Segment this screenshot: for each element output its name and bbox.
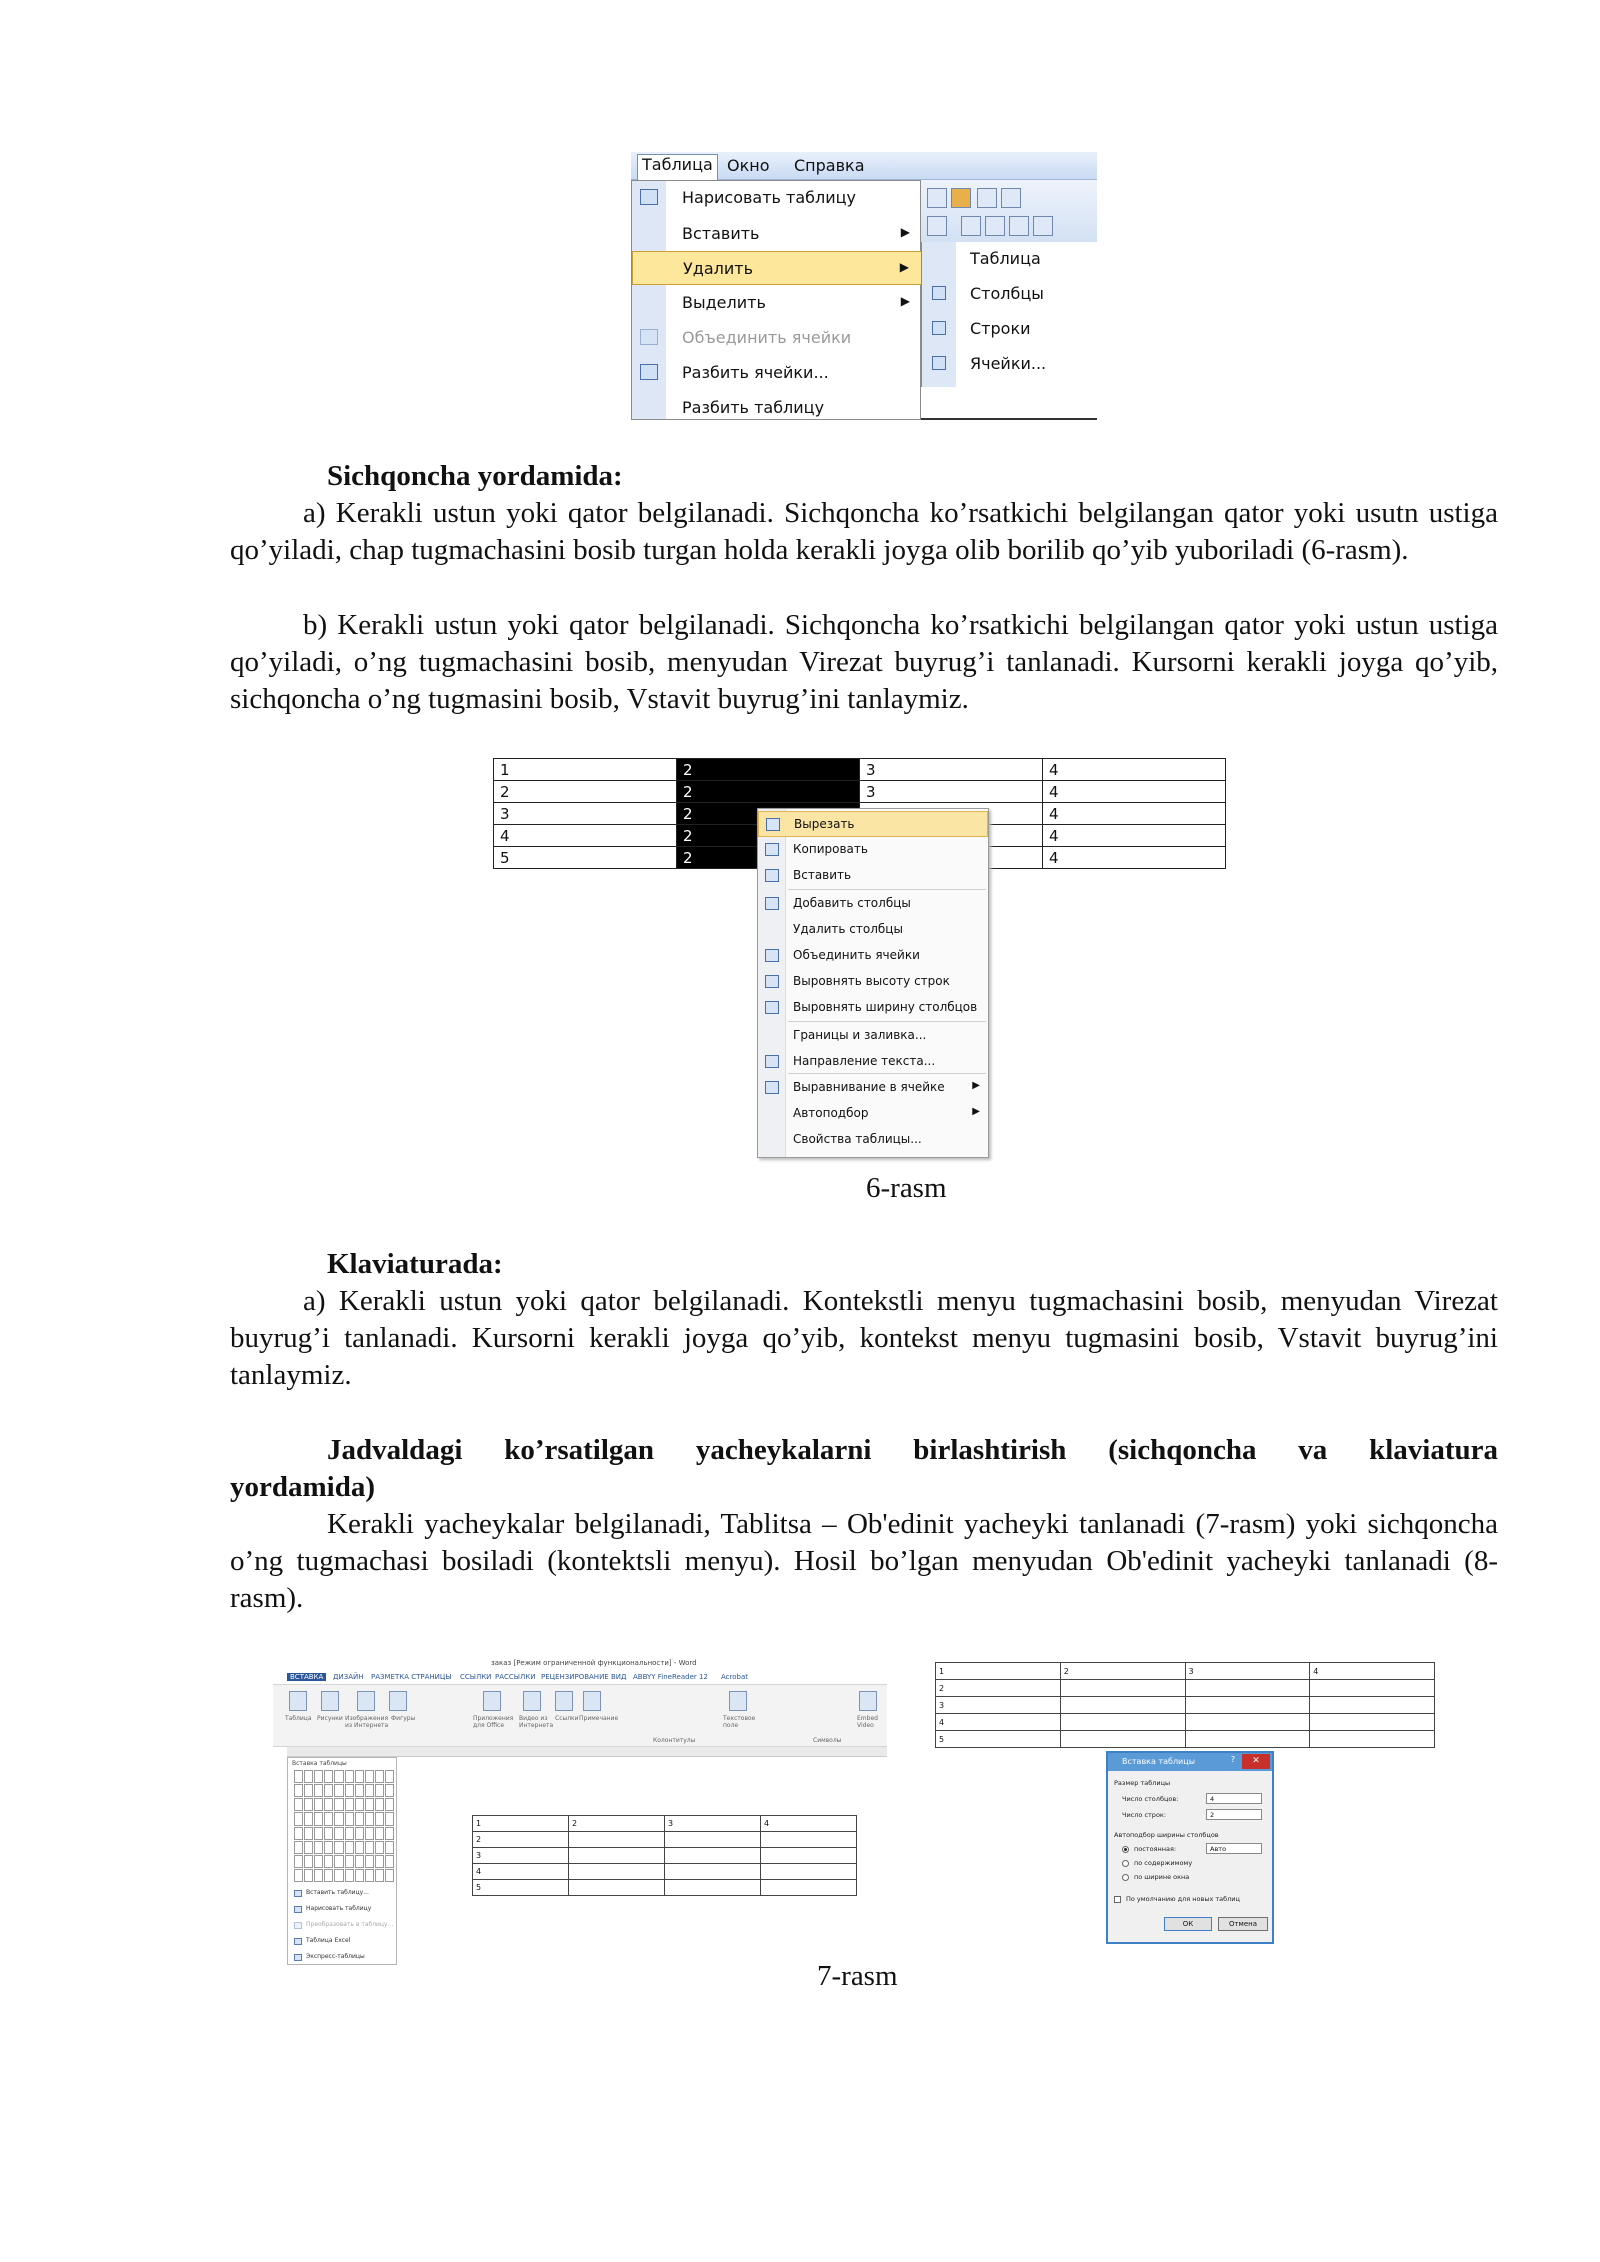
grid-cell[interactable] bbox=[365, 1784, 374, 1797]
tab-review[interactable]: РЕЦЕНЗИРОВАНИЕ bbox=[541, 1673, 609, 1681]
tab-references[interactable]: ССЫЛКИ bbox=[460, 1673, 492, 1681]
grid-cell[interactable] bbox=[304, 1784, 313, 1797]
menu-item-merge-cells[interactable]: Объединить ячейки bbox=[632, 321, 922, 355]
grid-cell[interactable] bbox=[334, 1770, 343, 1783]
grid-cell[interactable] bbox=[304, 1869, 313, 1882]
text-direction-icon bbox=[765, 1055, 779, 1068]
table-cell[interactable]: 2 bbox=[677, 825, 860, 847]
grid-cell[interactable] bbox=[375, 1770, 384, 1783]
section-heading-merge: Jadvaldagi ko’rsatilgan yacheykalarni birlashtirish (sichqoncha va klaviatura bbox=[327, 1434, 1498, 1466]
office-apps-icon[interactable] bbox=[483, 1691, 501, 1711]
grid-cell[interactable] bbox=[314, 1812, 323, 1825]
table-cell[interactable]: 5 bbox=[494, 847, 677, 869]
table-cell[interactable] bbox=[1060, 1731, 1185, 1748]
figure-7-caption: 7-rasm bbox=[817, 1960, 898, 1992]
paragraph-merge: Kerakli yacheykalar belgilanadi, Tablitsa – Ob'edinit yacheyki tanlanadi (7-rasm) yoki sichqoncha o’ng tugmachasi bosiladi (kontektsli menyu). Hosil bo’lgan menyudan Ob'edinit yacheyki tanlanadi (8-rasm). bbox=[230, 1508, 1498, 1614]
grid-cell[interactable] bbox=[304, 1855, 313, 1868]
table-row bbox=[936, 1697, 1435, 1714]
context-item-label: Объединить ячейки bbox=[793, 948, 920, 962]
grid-cell[interactable] bbox=[385, 1827, 394, 1840]
delete-rows-icon bbox=[932, 321, 946, 335]
grid-cell[interactable] bbox=[385, 1770, 394, 1783]
columns-spinner[interactable]: 4 bbox=[1206, 1793, 1262, 1804]
submenu-arrow-icon: ▶ bbox=[900, 294, 910, 308]
grid-cell[interactable] bbox=[324, 1770, 333, 1783]
table-cell[interactable]: 3 bbox=[473, 1848, 569, 1864]
grid-cell[interactable] bbox=[334, 1827, 343, 1840]
table-row bbox=[473, 1816, 857, 1832]
table-dropdown bbox=[631, 180, 921, 420]
option-insert-table[interactable]: Вставить таблицу... bbox=[306, 1889, 369, 1896]
menu-table[interactable]: Таблица bbox=[637, 154, 718, 180]
table-cell[interactable] bbox=[1310, 1697, 1435, 1714]
table-cell[interactable] bbox=[569, 1880, 665, 1896]
radio-autofit-contents[interactable] bbox=[1122, 1860, 1129, 1867]
table-cell[interactable]: 2 bbox=[677, 847, 860, 869]
table-cell[interactable] bbox=[1185, 1697, 1310, 1714]
menu-bar bbox=[631, 152, 1097, 180]
grid-cell[interactable] bbox=[324, 1855, 333, 1868]
tab-design[interactable]: ДИЗАЙН bbox=[333, 1673, 364, 1681]
cancel-button[interactable]: Отмена bbox=[1218, 1917, 1268, 1931]
table-size-grid[interactable] bbox=[294, 1770, 394, 1882]
table-cell[interactable]: 1 bbox=[473, 1816, 569, 1832]
grid-cell[interactable] bbox=[334, 1841, 343, 1854]
merge-cells-icon bbox=[640, 329, 658, 345]
table-cell[interactable]: 4 bbox=[1043, 847, 1226, 869]
option-convert-table[interactable]: Преобразовать в таблицу... bbox=[306, 1921, 394, 1928]
tab-mailings[interactable]: РАССЫЛКИ bbox=[495, 1673, 536, 1681]
table-cell[interactable]: 3 bbox=[1185, 1663, 1310, 1680]
context-item-label: Удалить столбцы bbox=[793, 922, 903, 936]
figure-7-table-left bbox=[472, 1815, 857, 1896]
context-item-11[interactable] bbox=[758, 1101, 988, 1127]
context-item-label: Свойства таблицы... bbox=[793, 1132, 922, 1146]
context-item-8[interactable] bbox=[758, 1023, 988, 1049]
table-cell[interactable] bbox=[761, 1880, 857, 1896]
grid-cell[interactable] bbox=[375, 1827, 384, 1840]
ribbon-body: Таблица Рисунки Изображения из Интернета Фигуры Приложения для Office Видео из Интернета Ссылки Примечание Колонтитулы Текстовое поле Символы Embed Video bbox=[273, 1685, 887, 1747]
grid-cell[interactable] bbox=[294, 1855, 303, 1868]
table-cell[interactable] bbox=[665, 1864, 761, 1880]
scissors-icon bbox=[766, 818, 780, 831]
grid-cell[interactable] bbox=[375, 1869, 384, 1882]
table-row bbox=[494, 759, 1226, 781]
grid-cell[interactable] bbox=[375, 1841, 384, 1854]
menu-item-draw-table[interactable]: Нарисовать таблицу bbox=[632, 181, 922, 215]
grid-cell[interactable] bbox=[304, 1798, 313, 1811]
table-row bbox=[473, 1880, 857, 1896]
submenu-arrow-icon: ▶ bbox=[899, 260, 909, 274]
grid-cell[interactable] bbox=[324, 1841, 333, 1854]
grid-cell[interactable] bbox=[345, 1784, 354, 1797]
table-cell[interactable]: 4 bbox=[1310, 1663, 1435, 1680]
grid-cell[interactable] bbox=[365, 1812, 374, 1825]
grid-cell[interactable] bbox=[385, 1869, 394, 1882]
split-cells-icon bbox=[640, 364, 658, 380]
grid-cell[interactable] bbox=[304, 1812, 313, 1825]
table-cell[interactable]: 2 bbox=[569, 1816, 665, 1832]
grid-cell[interactable] bbox=[334, 1784, 343, 1797]
grid-cell[interactable] bbox=[345, 1869, 354, 1882]
grid-cell[interactable] bbox=[355, 1841, 364, 1854]
submenu-item-table[interactable]: Таблица bbox=[970, 249, 1041, 268]
grid-cell[interactable] bbox=[294, 1841, 303, 1854]
context-item-7[interactable] bbox=[758, 995, 988, 1021]
section-heading-keyboard: Klaviaturada: bbox=[327, 1248, 503, 1280]
context-item-12[interactable] bbox=[758, 1127, 988, 1153]
grid-cell[interactable] bbox=[375, 1812, 384, 1825]
close-icon[interactable]: ✕ bbox=[1242, 1754, 1270, 1769]
table-row bbox=[473, 1864, 857, 1880]
submenu-arrow-icon: ▶ bbox=[900, 225, 910, 239]
grid-cell[interactable] bbox=[385, 1841, 394, 1854]
row-height-icon bbox=[765, 975, 779, 988]
grid-cell[interactable] bbox=[345, 1770, 354, 1783]
column-width-icon bbox=[765, 1001, 779, 1014]
grid-cell[interactable] bbox=[334, 1855, 343, 1868]
insert-table-icon bbox=[294, 1890, 302, 1897]
grid-cell[interactable] bbox=[355, 1827, 364, 1840]
section-heading-merge-cont: yordamida) bbox=[230, 1471, 375, 1503]
insert-table-icon[interactable] bbox=[951, 188, 971, 208]
comment-icon[interactable] bbox=[583, 1691, 601, 1711]
table-menu-screenshot bbox=[631, 152, 1097, 420]
table-cell[interactable]: 1 bbox=[494, 759, 677, 781]
grid-cell[interactable] bbox=[385, 1812, 394, 1825]
dialog-title: Вставка таблицы bbox=[1108, 1753, 1272, 1771]
table-cell[interactable]: 2 bbox=[677, 781, 860, 803]
ok-button[interactable]: ОК bbox=[1164, 1917, 1212, 1931]
table-grid-icon[interactable] bbox=[927, 188, 947, 208]
context-item-label: Границы и заливка... bbox=[793, 1028, 927, 1042]
grid-cell[interactable] bbox=[365, 1798, 374, 1811]
menu-separator bbox=[788, 1073, 986, 1074]
grid-cell[interactable] bbox=[334, 1798, 343, 1811]
indent-icon[interactable] bbox=[1009, 216, 1029, 236]
table-cell[interactable]: 2 bbox=[677, 803, 860, 825]
table-cell[interactable] bbox=[1310, 1731, 1435, 1748]
grid-cell[interactable] bbox=[365, 1855, 374, 1868]
grid-cell[interactable] bbox=[324, 1827, 333, 1840]
table-cell[interactable] bbox=[1185, 1714, 1310, 1731]
grid-cell[interactable] bbox=[324, 1798, 333, 1811]
merge-cells-icon bbox=[765, 949, 779, 962]
menu-separator bbox=[788, 889, 986, 890]
menu-help[interactable]: Справка bbox=[794, 156, 865, 175]
menu-item-insert[interactable]: Вставить ▶ bbox=[682, 224, 910, 243]
magnifier-icon[interactable] bbox=[977, 188, 997, 208]
table-cell[interactable]: 4 bbox=[1043, 825, 1226, 847]
ribbon-tabs bbox=[273, 1671, 887, 1685]
insert-table-panel: Вставка таблицы Вставить таблицу... Нарисовать таблицу Преобразовать в таблицу... Таблица Excel Экспресс-таблицы bbox=[287, 1757, 397, 1965]
table-cell[interactable]: 2 bbox=[936, 1680, 1061, 1697]
insert-table-dialog: Вставка таблицы ? ✕ Размер таблицы Число столбцов: 4 Число строк: 2 Автоподбор ширины столбцов постоянная: Авто по содержимому по ширине окна По умолчанию для новых таблиц ОК Отмена bbox=[1106, 1751, 1274, 1944]
grid-cell[interactable] bbox=[385, 1798, 394, 1811]
word-ribbon-screenshot bbox=[273, 1655, 887, 1965]
table-cell[interactable]: 4 bbox=[1043, 803, 1226, 825]
section-heading-mouse: Sichqoncha yordamida: bbox=[327, 460, 623, 492]
table-cell[interactable] bbox=[569, 1832, 665, 1848]
grid-cell[interactable] bbox=[375, 1798, 384, 1811]
grid-cell[interactable] bbox=[345, 1841, 354, 1854]
online-pictures-icon[interactable] bbox=[357, 1691, 375, 1711]
context-item-9[interactable] bbox=[758, 1049, 988, 1075]
grid-cell[interactable] bbox=[375, 1855, 384, 1868]
table-icon[interactable] bbox=[289, 1691, 307, 1711]
table-cell[interactable] bbox=[1185, 1731, 1310, 1748]
grid-cell[interactable] bbox=[334, 1869, 343, 1882]
tab-layout[interactable]: РАЗМЕТКА СТРАНИЦЫ bbox=[371, 1673, 452, 1681]
submenu-item-rows[interactable]: Строки bbox=[922, 312, 1097, 346]
context-item-0[interactable] bbox=[758, 811, 988, 837]
table-cell[interactable]: 4 bbox=[1043, 759, 1226, 781]
figure-7-table-right bbox=[935, 1662, 1435, 1748]
grid-cell[interactable] bbox=[365, 1827, 374, 1840]
context-item-10[interactable] bbox=[758, 1075, 988, 1101]
menu-item-split-cells[interactable]: Разбить ячейки... bbox=[632, 356, 922, 390]
table-row bbox=[936, 1731, 1435, 1748]
table-cell[interactable] bbox=[665, 1848, 761, 1864]
document-left-margin bbox=[273, 1757, 287, 1965]
online-video-icon[interactable] bbox=[523, 1691, 541, 1711]
draw-table-icon bbox=[640, 189, 658, 205]
window-title: заказ [Режим ограниченной функциональности] - Word bbox=[491, 1659, 697, 1667]
grid-cell[interactable] bbox=[294, 1784, 303, 1797]
table-context-menu bbox=[757, 808, 989, 1158]
grid-cell[interactable] bbox=[355, 1812, 364, 1825]
table-cell[interactable] bbox=[1060, 1714, 1185, 1731]
grid-cell[interactable] bbox=[294, 1798, 303, 1811]
remember-checkbox[interactable] bbox=[1114, 1896, 1121, 1903]
help-icon[interactable]: ? bbox=[1230, 1755, 1236, 1764]
context-item-6[interactable] bbox=[758, 969, 988, 995]
table-cell[interactable]: 3 bbox=[494, 803, 677, 825]
menu-item-split-table[interactable]: Разбить таблицу bbox=[682, 398, 825, 417]
links-icon[interactable] bbox=[555, 1691, 573, 1711]
quick-tables-icon bbox=[294, 1954, 302, 1961]
table-cell[interactable]: 4 bbox=[473, 1864, 569, 1880]
numbered-list-icon[interactable] bbox=[961, 216, 981, 236]
table-row bbox=[936, 1663, 1435, 1680]
table-cell[interactable]: 4 bbox=[936, 1714, 1061, 1731]
table-cell[interactable]: 4 bbox=[1043, 781, 1226, 803]
convert-table-icon bbox=[294, 1922, 302, 1929]
table-cell[interactable] bbox=[761, 1848, 857, 1864]
bullet-list-icon[interactable] bbox=[985, 216, 1005, 236]
outdent-icon[interactable] bbox=[1033, 216, 1053, 236]
menu-separator bbox=[788, 1021, 986, 1022]
context-item-5[interactable] bbox=[758, 943, 988, 969]
table-cell[interactable] bbox=[1310, 1680, 1435, 1697]
table-cell[interactable]: 5 bbox=[473, 1880, 569, 1896]
grid-cell[interactable] bbox=[365, 1770, 374, 1783]
grid-cell[interactable] bbox=[334, 1812, 343, 1825]
table-cell[interactable]: 4 bbox=[494, 825, 677, 847]
tab-abbyy[interactable]: ABBYY FineReader 12 bbox=[633, 1673, 708, 1681]
chart-icon[interactable] bbox=[1001, 188, 1021, 208]
grid-cell[interactable] bbox=[294, 1770, 303, 1783]
menu-item-select[interactable]: Выделить ▶ bbox=[682, 293, 910, 312]
context-item-label: Выровнять ширину столбцов bbox=[793, 1000, 978, 1014]
table-cell[interactable]: 4 bbox=[761, 1816, 857, 1832]
table-cell[interactable] bbox=[665, 1880, 761, 1896]
paragraph-mouse-b: b) Kerakli ustun yoki qator belgilanadi. Sichqoncha ko’rsatkichi belgilangan qator yoki ustun ustiga qo’yiladi, o’ng tugmachasini bosib, menyudan Virezat buyrug’i tanlanadi. Kursorni kerakli joyga qo’yib, sichqoncha o’ng tugmasini bosib, Vstavit buyrug’ini tanlaymiz. bbox=[230, 609, 1498, 715]
shapes-icon[interactable] bbox=[389, 1691, 407, 1711]
grid-cell[interactable] bbox=[314, 1784, 323, 1797]
table-cell[interactable]: 2 bbox=[473, 1832, 569, 1848]
grid-cell[interactable] bbox=[345, 1812, 354, 1825]
grid-cell[interactable] bbox=[345, 1798, 354, 1811]
table-row bbox=[494, 781, 1226, 803]
context-item-label: Добавить столбцы bbox=[793, 896, 911, 910]
grid-cell[interactable] bbox=[355, 1798, 364, 1811]
delete-columns-icon bbox=[932, 286, 946, 300]
grid-cell[interactable] bbox=[345, 1855, 354, 1868]
insert-columns-icon bbox=[765, 897, 779, 910]
tab-view[interactable]: ВИД bbox=[611, 1673, 627, 1681]
paragraph-keyboard-a: a) Kerakli ustun yoki qator belgilanadi. Kontekstli menyu tugmachasini bosib, menyudan Virezat buyrug’i tanlanadi. Kursorni kerakli joyga qo’yib, kontekst menyu tugmasini bosib, Vstavit buyrug’ini tanlaymiz. bbox=[230, 1285, 1498, 1391]
context-item-1[interactable] bbox=[758, 837, 988, 863]
grid-cell[interactable] bbox=[355, 1869, 364, 1882]
table-cell[interactable] bbox=[761, 1864, 857, 1880]
grid-cell[interactable] bbox=[294, 1869, 303, 1882]
grid-cell[interactable] bbox=[324, 1784, 333, 1797]
grid-cell[interactable] bbox=[294, 1827, 303, 1840]
grid-cell[interactable] bbox=[314, 1827, 323, 1840]
align-icon[interactable] bbox=[927, 216, 947, 236]
ruler[interactable] bbox=[287, 1747, 887, 1757]
option-excel-table[interactable]: Таблица Excel bbox=[306, 1937, 351, 1944]
grid-cell[interactable] bbox=[365, 1841, 374, 1854]
draw-table-icon bbox=[294, 1906, 302, 1913]
grid-cell[interactable] bbox=[294, 1812, 303, 1825]
submenu-arrow-icon: ▶ bbox=[972, 1106, 980, 1117]
radio-autofit-window[interactable] bbox=[1122, 1874, 1129, 1881]
table-cell[interactable]: 1 bbox=[936, 1663, 1061, 1680]
grid-cell[interactable] bbox=[304, 1841, 313, 1854]
table-row bbox=[936, 1680, 1435, 1697]
paragraph-mouse-a: a) Kerakli ustun yoki qator belgilanadi. Sichqoncha ko’rsatkichi belgilangan qator yoki usutn ustiga qo’yiladi, chap tugmachasini bosib turgan holda kerakli joyga olib borilib qo’yib yuboriladi (6-rasm). bbox=[230, 497, 1498, 566]
table-row bbox=[473, 1848, 857, 1864]
fixed-width-spinner[interactable]: Авто bbox=[1206, 1843, 1262, 1854]
menu-window[interactable]: Окно bbox=[727, 156, 770, 175]
context-item-label: Выровнять высоту строк bbox=[793, 974, 950, 988]
grid-cell[interactable] bbox=[355, 1784, 364, 1797]
grid-cell[interactable] bbox=[314, 1770, 323, 1783]
tab-insert[interactable]: ВСТАВКА bbox=[287, 1673, 326, 1681]
delete-cells-icon bbox=[932, 356, 946, 370]
grid-cell[interactable] bbox=[304, 1827, 313, 1840]
grid-cell[interactable] bbox=[365, 1869, 374, 1882]
option-quick-tables[interactable]: Экспресс-таблицы bbox=[306, 1953, 365, 1960]
table-cell[interactable] bbox=[569, 1848, 665, 1864]
context-item-label: Направление текста... bbox=[793, 1054, 936, 1068]
grid-cell[interactable] bbox=[314, 1798, 323, 1811]
rows-spinner[interactable]: 2 bbox=[1206, 1809, 1262, 1820]
grid-cell[interactable] bbox=[324, 1812, 333, 1825]
table-cell[interactable] bbox=[1310, 1714, 1435, 1731]
submenu-item-columns[interactable]: Столбцы bbox=[922, 277, 1097, 311]
tab-acrobat[interactable]: Acrobat bbox=[721, 1673, 748, 1681]
table-cell[interactable] bbox=[569, 1864, 665, 1880]
table-row bbox=[473, 1832, 857, 1848]
grid-cell[interactable] bbox=[385, 1784, 394, 1797]
paste-icon bbox=[765, 869, 779, 882]
table-cell[interactable] bbox=[1060, 1697, 1185, 1714]
grid-cell[interactable] bbox=[385, 1855, 394, 1868]
context-item-label: Автоподбор bbox=[793, 1106, 869, 1120]
grid-cell[interactable] bbox=[314, 1855, 323, 1868]
context-item-label: Вставить bbox=[793, 868, 852, 882]
table-cell[interactable] bbox=[665, 1832, 761, 1848]
submenu-item-cells[interactable]: Ячейки... bbox=[922, 347, 1097, 381]
table-cell[interactable]: 2 bbox=[1060, 1663, 1185, 1680]
excel-table-icon bbox=[294, 1938, 302, 1945]
embed-video-icon[interactable] bbox=[859, 1691, 877, 1711]
pictures-icon[interactable] bbox=[321, 1691, 339, 1711]
context-item-label: Выравнивание в ячейке bbox=[793, 1080, 945, 1094]
table-row bbox=[936, 1714, 1435, 1731]
toolbar bbox=[921, 180, 1097, 242]
context-item-label: Копировать bbox=[793, 842, 868, 856]
context-item-label: Вырезать bbox=[794, 817, 855, 831]
table-cell[interactable]: 3 bbox=[665, 1816, 761, 1832]
figure-6-caption: 6-rasm bbox=[866, 1172, 947, 1204]
table-cell[interactable]: 3 bbox=[936, 1697, 1061, 1714]
submenu-arrow-icon: ▶ bbox=[972, 1080, 980, 1091]
table-cell[interactable]: 2 bbox=[677, 759, 860, 781]
table-cell[interactable]: 3 bbox=[860, 781, 1043, 803]
table-cell[interactable]: 5 bbox=[936, 1731, 1061, 1748]
context-item-4[interactable] bbox=[758, 917, 988, 943]
table-cell[interactable] bbox=[1185, 1680, 1310, 1697]
grid-cell[interactable] bbox=[375, 1784, 384, 1797]
menu-item-delete[interactable]: Удалить ▶ bbox=[632, 251, 922, 285]
grid-cell[interactable] bbox=[314, 1869, 323, 1882]
grid-cell[interactable] bbox=[355, 1855, 364, 1868]
context-item-2[interactable] bbox=[758, 863, 988, 889]
text-box-icon[interactable] bbox=[729, 1691, 747, 1711]
grid-cell[interactable] bbox=[324, 1869, 333, 1882]
context-item-3[interactable] bbox=[758, 891, 988, 917]
copy-icon bbox=[765, 843, 779, 856]
grid-cell[interactable] bbox=[355, 1770, 364, 1783]
table-cell[interactable] bbox=[761, 1832, 857, 1848]
table-cell[interactable] bbox=[1060, 1680, 1185, 1697]
option-draw-table[interactable]: Нарисовать таблицу bbox=[306, 1905, 372, 1912]
radio-fixed-width[interactable] bbox=[1122, 1846, 1129, 1853]
table-cell[interactable]: 2 bbox=[494, 781, 677, 803]
table-cell[interactable]: 3 bbox=[860, 759, 1043, 781]
delete-submenu bbox=[921, 242, 1097, 387]
grid-cell[interactable] bbox=[314, 1841, 323, 1854]
grid-cell[interactable] bbox=[304, 1770, 313, 1783]
grid-cell[interactable] bbox=[345, 1827, 354, 1840]
cell-align-icon bbox=[765, 1081, 779, 1094]
